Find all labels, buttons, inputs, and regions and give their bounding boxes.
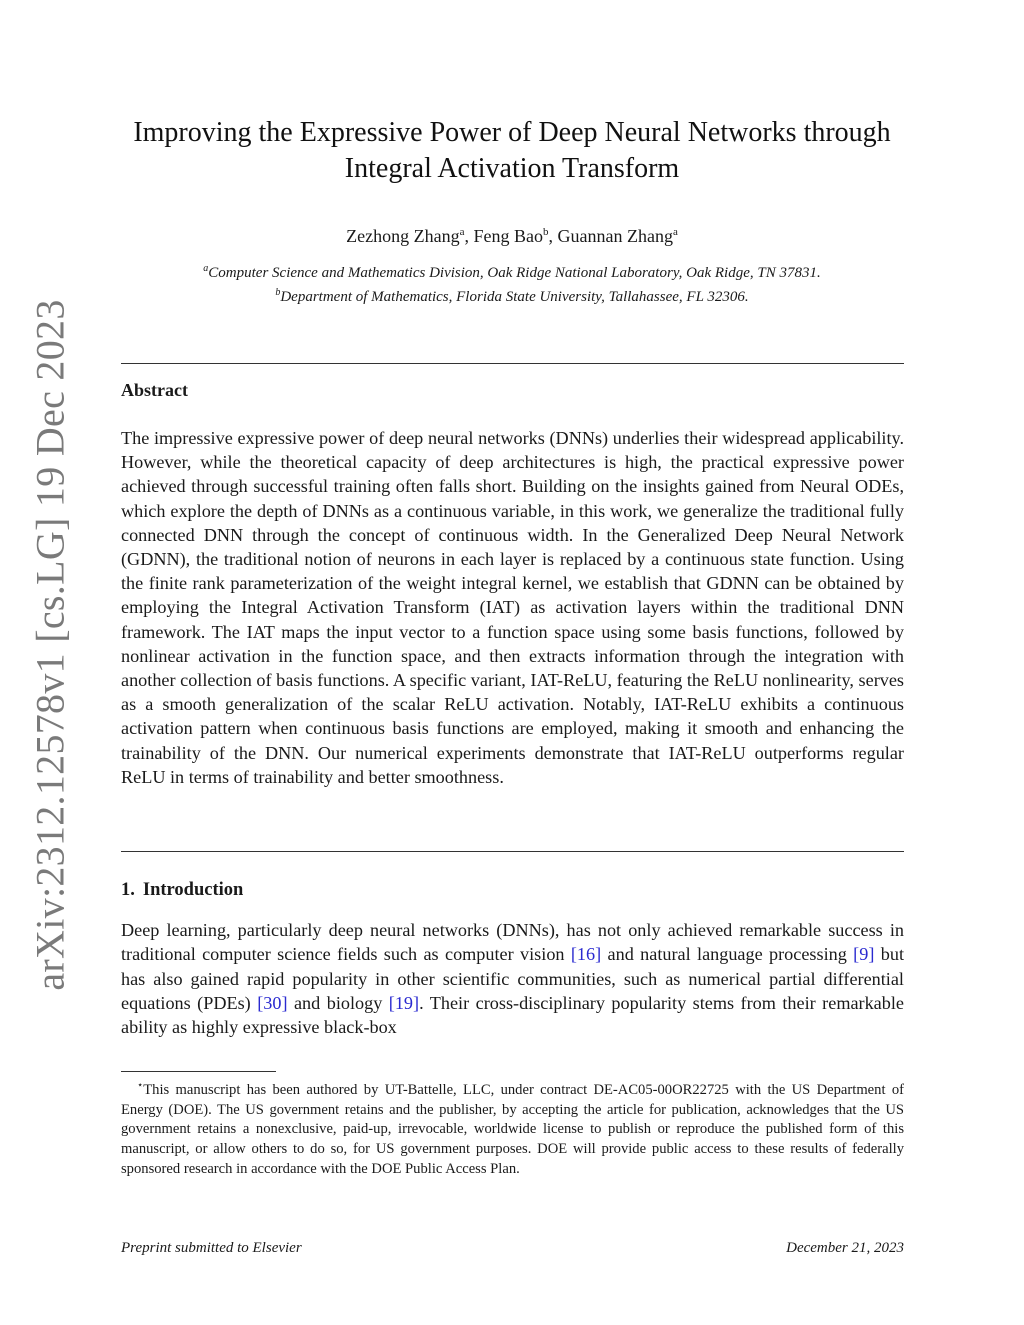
author-affil-mark: b — [543, 226, 549, 238]
author-affil-mark: a — [672, 226, 678, 238]
abstract-bottom-rule — [121, 851, 904, 852]
author-affil-mark: a — [459, 226, 465, 238]
citation-link[interactable]: [30] — [257, 992, 288, 1013]
author-name: Zezhong Zhang — [346, 226, 460, 246]
title-line-2: Integral Activation Transform — [344, 153, 680, 184]
footnote — [121, 1076, 904, 1180]
abstract-top-rule — [121, 363, 904, 364]
affiliation-b — [100, 287, 924, 306]
abstract-heading: Abstract — [121, 380, 188, 400]
footer-journal: Preprint submitted to Elsevier — [121, 1240, 302, 1256]
introduction-paragraph — [121, 918, 904, 1039]
section-heading-introduction — [121, 880, 243, 901]
affiliation-text: Computer Science and Mathematics Division, Oak Ridge National Laboratory, Oak Ridge, TN 37831. — [208, 265, 821, 281]
citation-link[interactable]: [16] — [570, 944, 602, 965]
paragraph-text: and biology — [287, 992, 389, 1013]
footnote-text: This manuscript has been authored by UT-Battelle, LLC, under contract DE-AC05-00OR22725 with the US Department of Energy (DOE). The US government retains and the publisher, by accepting the article for publication, acknowledges that the US government retains a nonexclusive, paid-up, irrevocable, worldwide license to publish or reproduce the published form of this manuscript, or allow others to do so, for US government purposes. DOE will provide public access to these results of federally sponsored research in accordance with the DOE Public Access Plan. — [121, 1081, 904, 1178]
page-footer — [121, 1240, 904, 1257]
author-separator: , — [464, 226, 474, 246]
footnote-rule — [121, 1071, 276, 1072]
arxiv-identifier[interactable]: arXiv:2312.12578v1 [cs.LG] 19 Dec 2023 — [27, 299, 73, 991]
footnote-mark: ⋆ — [137, 1080, 144, 1091]
paragraph-text: Deep learning, particularly deep neural networks (DNNs), has not only achieved remarkable success in traditional computer science fields such as computer vision — [121, 920, 904, 965]
footer-date: December 21, 2023 — [786, 1240, 904, 1256]
author-name: Feng Bao — [473, 226, 543, 246]
paragraph-text: but has also gained rapid popularity in other scientific communities, such as numerical partial differential equations (PDEs) — [121, 944, 904, 1013]
author-separator: , — [548, 226, 558, 246]
affiliation-a — [100, 263, 924, 282]
affiliation-mark: a — [203, 263, 209, 274]
author-list — [100, 226, 924, 247]
author-name: Guannan Zhang — [557, 226, 673, 246]
affiliation-mark: b — [275, 287, 281, 298]
paragraph-text: . Their cross-disciplinary popularity stems from their remarkable ability as highly expressive black-box — [121, 992, 904, 1038]
citation-link[interactable]: [9] — [853, 944, 875, 965]
citation-link[interactable]: [19] — [388, 992, 420, 1013]
paper-title — [100, 115, 924, 187]
section-title: Introduction — [142, 880, 244, 900]
title-line-1: Improving the Expressive Power of Deep Neural Networks through — [133, 117, 891, 148]
abstract-text: The impressive expressive power of deep neural networks (DNNs) underlies their widespread applicability. However, while the theoretical capacity of deep architectures is high, the practical expressive power achieved through successful training often falls short. Building on the insights gained from Neural ODEs, which explore the depth of DNNs as a continuous variable, in this work, we generalize the traditional fully connected DNN through the concept of continuous width. In the Generalized Deep Neural Network (GDNN), the traditional notion of neurons in each layer is replaced by a continuous state function. Using the finite rank parameterization of the weight integral kernel, we establish that GDNN can be obtained by employing the Integral Activation Transform (IAT) as activation layers within the traditional DNN framework. The IAT maps the input vector to a function space using some basis functions, followed by nonlinear activation in the function space, and then extracts information through the integration with another collection of basis functions. A specific variant, IAT-ReLU, featuring the ReLU nonlinearity, serves as a smooth generalization of the scalar ReLU activation. Notably, IAT-ReLU exhibits a continuous activation pattern when continuous basis functions are employed, making it smooth and enhancing the trainability of the DNN. Our numerical experiments demonstrate that IAT-ReLU outperforms regular ReLU in terms of trainability and better smoothness. — [121, 428, 904, 787]
section-number: 1. — [121, 880, 135, 900]
paragraph-text: and natural language processing — [601, 944, 854, 965]
affiliation-text: Department of Mathematics, Florida State University, Tallahassee, FL 32306. — [280, 289, 749, 305]
